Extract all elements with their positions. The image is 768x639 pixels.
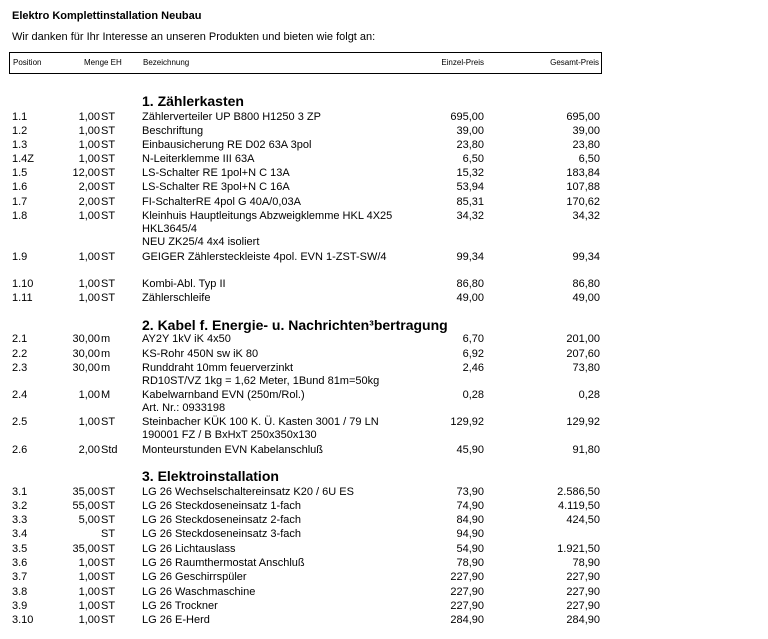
total-price-cell: 4.119,50 (557, 500, 600, 512)
description-line: LG 26 Raumthermostat Anschluß (142, 557, 305, 569)
position-cell: 1.1 (12, 111, 28, 123)
unit-cell: m (101, 362, 111, 374)
unit-cell: ST (101, 125, 116, 137)
total-price-cell: 86,80 (572, 278, 600, 290)
description-cell (142, 139, 311, 152)
position-cell: 1.9 (12, 251, 28, 263)
position-cell: 3.9 (12, 600, 28, 612)
unit-price-cell: 94,90 (456, 528, 484, 540)
position-cell: 1.3 (12, 139, 28, 151)
unit-price-cell: 99,34 (456, 251, 484, 263)
description-line: RD10ST/VZ 1kg = 1,62 Meter, 1Bund 81m=50kg (142, 375, 380, 387)
unit-cell: ST (101, 543, 116, 555)
position-cell: 3.1 (12, 486, 28, 498)
total-price-cell: 129,92 (566, 416, 600, 428)
total-price-cell: 107,88 (566, 181, 600, 193)
description-line: LG 26 Lichtauslass (142, 543, 236, 555)
description-cell (142, 210, 392, 249)
quantity-cell: 30,00 (72, 362, 100, 374)
position-cell: 3.10 (12, 614, 34, 626)
position-cell: 2.5 (12, 416, 28, 428)
total-price-cell: 1.921,50 (557, 543, 600, 555)
unit-cell: ST (101, 571, 116, 583)
unit-price-cell: 6,50 (462, 153, 484, 165)
position-cell: 1.6 (12, 181, 28, 193)
unit-price-cell: 227,90 (450, 571, 484, 583)
unit-cell: ST (101, 614, 116, 626)
unit-price-cell: 54,90 (456, 543, 484, 555)
description-line: Art. Nr.: 0933198 (142, 402, 226, 414)
description-line: LG 26 Waschmaschine (142, 586, 256, 598)
quantity-cell: 1,00 (78, 251, 100, 263)
description-cell (142, 514, 301, 527)
description-line: Einbausicherung RE D02 63A 3pol (142, 139, 312, 151)
unit-cell: m (101, 333, 111, 345)
description-cell (142, 251, 387, 264)
unit-cell: ST (101, 196, 116, 208)
description-line: LS-Schalter RE 3pol+N C 16A (142, 181, 290, 193)
description-cell (142, 333, 231, 346)
description-line: Zählerverteiler UP B800 H1250 3 ZP (142, 111, 321, 123)
position-cell: 2.3 (12, 362, 28, 374)
quantity-cell: 1,00 (78, 586, 100, 598)
unit-cell: ST (101, 586, 116, 598)
quantity-cell: 1,00 (78, 153, 100, 165)
unit-cell: ST (101, 528, 116, 540)
description-line: Kleinhuis Hauptleitungs Abzweigklemme HKL 4X25 (142, 210, 393, 222)
unit-price-cell: 74,90 (456, 500, 484, 512)
description-cell (142, 500, 301, 513)
description-line: Runddraht 10mm feuerverzinkt (142, 362, 294, 374)
description-line: HKL3645/4 (142, 223, 198, 235)
description-cell (142, 362, 379, 388)
quantity-cell: 1,00 (78, 614, 100, 626)
unit-price-cell: 284,90 (450, 614, 484, 626)
unit-cell: ST (101, 210, 116, 222)
description-cell (142, 181, 290, 194)
description-line: Steinbacher KÜK 100 K. Ü. Kasten 3001 / 79 LN (142, 416, 379, 428)
position-cell: 1.8 (12, 210, 28, 222)
position-cell: 1.11 (12, 292, 33, 304)
description-cell (142, 571, 247, 584)
description-cell (142, 543, 236, 556)
position-cell: 1.7 (12, 196, 28, 208)
unit-price-cell: 15,32 (456, 167, 484, 179)
total-price-cell: 6,50 (578, 153, 600, 165)
quantity-cell: 1,00 (78, 278, 100, 290)
unit-cell: ST (101, 181, 116, 193)
position-cell: 2.4 (12, 389, 28, 401)
description-cell (142, 111, 321, 124)
description-line: NEU ZK25/4 4x4 isoliert (142, 236, 260, 248)
total-price-cell: 183,84 (566, 167, 600, 179)
description-cell (142, 167, 290, 180)
description-cell (142, 278, 226, 291)
unit-cell: ST (101, 153, 116, 165)
description-line: LG 26 E-Herd (142, 614, 210, 626)
document-title: Elektro Komplettinstallation Neubau (12, 10, 202, 22)
position-cell: 3.4 (12, 528, 28, 540)
unit-price-cell: 84,90 (456, 514, 484, 526)
unit-price-cell: 49,00 (456, 292, 484, 304)
quantity-cell: 1,00 (78, 292, 100, 304)
description-cell (142, 389, 305, 415)
position-cell: 3.5 (12, 543, 28, 555)
header-gesamt-preis: Gesamt-Preis (550, 58, 599, 67)
position-cell: 2.6 (12, 444, 28, 456)
quantity-cell: 1,00 (78, 139, 100, 151)
table-header (9, 52, 602, 74)
unit-cell: ST (101, 292, 116, 304)
unit-price-cell: 34,32 (456, 210, 484, 222)
unit-cell: ST (101, 278, 116, 290)
description-cell (142, 196, 301, 209)
total-price-cell: 23,80 (572, 139, 600, 151)
description-line: Monteurstunden EVN Kabelanschluß (142, 444, 323, 456)
total-price-cell: 284,90 (566, 614, 600, 626)
quantity-cell: 1,00 (78, 111, 100, 123)
unit-price-cell: 73,90 (456, 486, 484, 498)
unit-price-cell: 78,90 (456, 557, 484, 569)
position-cell: 3.8 (12, 586, 28, 598)
unit-price-cell: 227,90 (450, 586, 484, 598)
header-menge-eh: Menge EH (84, 58, 122, 67)
unit-cell: ST (101, 139, 116, 151)
quantity-cell: 1,00 (78, 600, 100, 612)
unit-price-cell: 6,70 (462, 333, 484, 345)
unit-cell: ST (101, 416, 116, 428)
total-price-cell: 49,00 (572, 292, 600, 304)
position-cell: 2.2 (12, 348, 28, 360)
header-bezeichnung: Bezeichnung (143, 58, 190, 67)
unit-cell: ST (101, 557, 116, 569)
header-position: Position (13, 58, 42, 67)
position-cell: 3.2 (12, 500, 28, 512)
quantity-cell: 2,00 (78, 444, 100, 456)
description-cell (142, 292, 210, 305)
description-cell (142, 600, 218, 613)
total-price-cell: 227,90 (566, 600, 600, 612)
total-price-cell: 207,60 (566, 348, 600, 360)
unit-cell: m (101, 348, 111, 360)
total-price-cell: 99,34 (572, 251, 600, 263)
unit-cell: ST (101, 167, 116, 179)
header-einzel-preis: Einzel-Preis (441, 58, 484, 67)
total-price-cell: 170,62 (566, 196, 600, 208)
description-line: AY2Y 1kV iK 4x50 (142, 333, 231, 345)
unit-price-cell: 85,31 (456, 196, 484, 208)
quantity-cell: 2,00 (78, 181, 100, 193)
description-line: N-Leiterklemme III 63A (142, 153, 255, 165)
section-heading: 1. Zählerkasten (142, 93, 244, 109)
position-cell: 1.5 (12, 167, 28, 179)
total-price-cell: 73,80 (572, 362, 600, 374)
total-price-cell: 78,90 (572, 557, 600, 569)
description-line: LG 26 Wechselschaltereinsatz K20 / 6U ES (142, 486, 354, 498)
description-cell (142, 614, 210, 627)
quantity-cell: 1,00 (78, 389, 100, 401)
total-price-cell: 2.586,50 (557, 486, 600, 498)
position-cell: 2.1 (12, 333, 28, 345)
total-price-cell: 0,28 (578, 389, 600, 401)
quantity-cell: 12,00 (72, 167, 100, 179)
unit-price-cell: 23,80 (456, 139, 484, 151)
unit-cell: ST (101, 251, 116, 263)
total-price-cell: 227,90 (566, 586, 600, 598)
description-line: Kombi-Abl. Typ II (142, 278, 226, 290)
description-cell (142, 348, 258, 361)
description-line: LG 26 Steckdoseneinsatz 3-fach (142, 528, 301, 540)
position-cell: 1.10 (12, 278, 34, 290)
unit-cell: M (101, 389, 111, 401)
description-line: GEIGER Zählersteckleiste 4pol. EVN 1-ZST-SW/4 (142, 251, 387, 263)
description-line: Beschriftung (142, 125, 204, 137)
unit-price-cell: 695,00 (450, 111, 484, 123)
quantity-cell: 2,00 (78, 196, 100, 208)
unit-price-cell: 6,92 (462, 348, 484, 360)
description-cell (142, 153, 254, 166)
unit-price-cell: 86,80 (456, 278, 484, 290)
position-cell: 3.7 (12, 571, 28, 583)
quantity-cell: 1,00 (78, 416, 100, 428)
description-line: FI-SchalterRE 4pol G 40A/0,03A (142, 196, 301, 208)
description-line: 190001 FZ / B BxHxT 250x350x130 (142, 429, 317, 441)
unit-price-cell: 227,90 (450, 600, 484, 612)
description-cell (142, 125, 203, 138)
total-price-cell: 201,00 (566, 333, 600, 345)
unit-cell: Std (101, 444, 118, 456)
description-cell (142, 444, 323, 457)
unit-price-cell: 2,46 (462, 362, 484, 374)
unit-cell: ST (101, 514, 116, 526)
total-price-cell: 34,32 (572, 210, 600, 222)
description-line: LG 26 Steckdoseneinsatz 2-fach (142, 514, 301, 526)
unit-price-cell: 0,28 (462, 389, 484, 401)
description-cell (142, 586, 255, 599)
unit-cell: ST (101, 500, 116, 512)
quantity-cell: 30,00 (72, 333, 100, 345)
total-price-cell: 424,50 (566, 514, 600, 526)
description-cell (142, 416, 379, 442)
quantity-cell: 1,00 (78, 557, 100, 569)
total-price-cell: 227,90 (566, 571, 600, 583)
quantity-cell: 35,00 (72, 486, 100, 498)
section-heading: 2. Kabel f. Energie- u. Nachrichten³bertragung (142, 317, 448, 333)
description-line: LG 26 Steckdoseneinsatz 1-fach (142, 500, 301, 512)
unit-price-cell: 39,00 (456, 125, 484, 137)
total-price-cell: 695,00 (566, 111, 600, 123)
unit-cell: ST (101, 111, 116, 123)
quantity-cell: 35,00 (72, 543, 100, 555)
description-line: LG 26 Trockner (142, 600, 218, 612)
quantity-cell: 55,00 (72, 500, 100, 512)
position-cell: 3.6 (12, 557, 28, 569)
total-price-cell: 91,80 (572, 444, 600, 456)
description-line: LG 26 Geschirrspüler (142, 571, 247, 583)
quantity-cell: 1,00 (78, 571, 100, 583)
description-cell (142, 528, 301, 541)
description-cell (142, 486, 354, 499)
description-line: KS-Rohr 450N sw iK 80 (142, 348, 259, 360)
unit-cell: ST (101, 486, 116, 498)
position-cell: 3.3 (12, 514, 28, 526)
quantity-cell: 5,00 (78, 514, 100, 526)
description-cell (142, 557, 305, 570)
unit-price-cell: 45,90 (456, 444, 484, 456)
unit-price-cell: 129,92 (450, 416, 484, 428)
unit-price-cell: 53,94 (456, 181, 484, 193)
total-price-cell: 39,00 (572, 125, 600, 137)
description-line: Zählerschleife (142, 292, 211, 304)
intro-text: Wir danken für Ihr Interesse an unseren Produkten und bieten wie folgt an: (12, 31, 376, 43)
unit-cell: ST (101, 600, 116, 612)
position-cell: 1.4Z (12, 153, 35, 165)
description-line: Kabelwarnband EVN (250m/Rol.) (142, 389, 305, 401)
section-heading: 3. Elektroinstallation (142, 468, 279, 484)
quantity-cell: 30,00 (72, 348, 100, 360)
quantity-cell: 1,00 (78, 210, 100, 222)
position-cell: 1.2 (12, 125, 28, 137)
description-line: LS-Schalter RE 1pol+N C 13A (142, 167, 290, 179)
quantity-cell: 1,00 (78, 125, 100, 137)
